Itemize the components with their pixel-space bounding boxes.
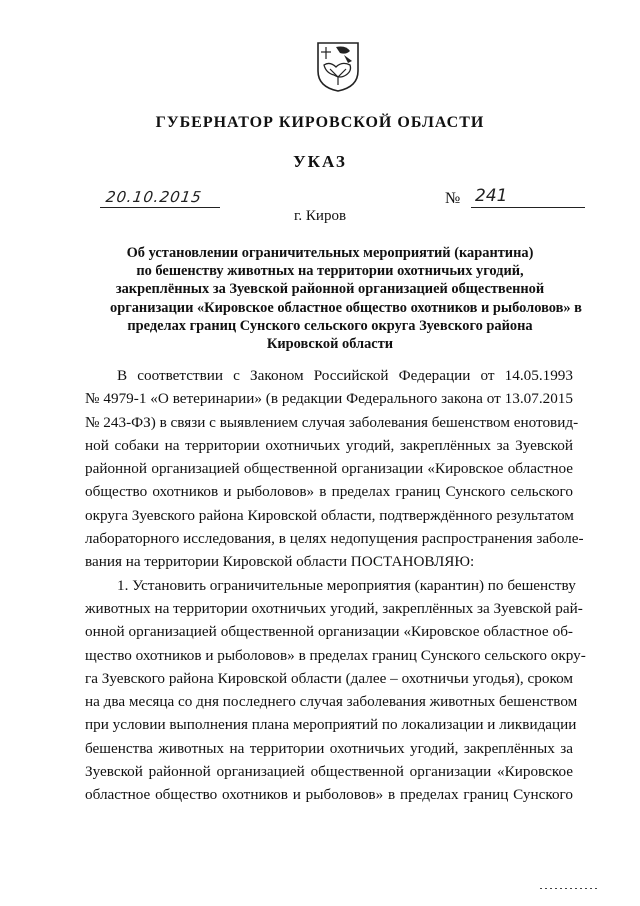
title-line: по бешенству животных на территории охотничьих угодий, <box>136 263 524 280</box>
footer-dotted-mark <box>540 888 600 894</box>
body-line: Зуевской районной организацией общественной организации «Кировское <box>85 763 573 781</box>
decree-title <box>110 244 582 353</box>
body-line: общество охотников и рыболовов» в пределах границ Сунского сельского <box>85 483 573 501</box>
body-line: № 4979-1 «О ветеринарии» (в редакции Федерального закона от 13.07.2015 <box>85 390 573 408</box>
body-line: лабораторного исследования, в целях недопущения распространения заболе- <box>85 530 584 548</box>
document-number-field <box>445 188 585 210</box>
body-line: вания на территории Кировской области ПОСТАНОВЛЯЮ: <box>85 553 475 571</box>
decree-body <box>85 364 586 807</box>
body-line: 1. Установить ограничительные мероприятия (карантин) по бешенству <box>117 576 576 594</box>
body-line: В соответствии с Законом Российской Федерации от 14.05.1993 <box>117 367 573 384</box>
document-date: 20.10.2015 <box>104 188 204 206</box>
document-number: 241 <box>475 186 508 206</box>
title-line: Кировской области <box>266 336 394 353</box>
title-line: закреплённых за Зуевской районной организацией общественной <box>115 281 545 298</box>
title-line: пределах границ Сунского сельского округа Зуевского района <box>127 317 533 334</box>
body-line: при условии выполнения плана мероприятий по локализации и ликвидации <box>85 716 577 734</box>
document-date-field <box>100 188 220 210</box>
title-line: Об установлении ограничительных мероприятий (карантина) <box>126 245 534 261</box>
document-type: УКАЗ <box>293 152 347 171</box>
issuing-authority: ГУБЕРНАТОР КИРОВСКОЙ ОБЛАСТИ <box>155 114 485 131</box>
body-line: ной собаки на территории охотничьих угодий, закреплённых за Зуевской <box>85 436 573 454</box>
body-line: № 243-ФЗ) в связи с выявлением случая заболевания бешенством енотовид- <box>85 413 579 431</box>
issue-city: г. Киров <box>293 208 347 224</box>
body-line: щество охотников и рыболовов» в пределах границ Сунского сельского окру- <box>85 646 586 664</box>
body-line: бешенства животных на территории охотничьих угодий, закреплённых за <box>85 739 573 757</box>
body-line: областное общество охотников и рыболовов» в пределах границ Сунского <box>85 786 573 804</box>
body-line: онной организацией общественной организации «Кировское областное об- <box>85 623 573 641</box>
body-line: районной организацией общественной организации «Кировское областное <box>85 460 573 478</box>
number-sign: № <box>445 190 461 207</box>
title-line: организации «Кировское областное общество охотников и рыболовов» в <box>110 299 582 316</box>
kirov-coat-of-arms-icon <box>316 41 360 93</box>
body-line: животных на территории охотничьих угодий, закреплённых за Зуевской рай- <box>85 599 583 617</box>
body-line: га Зуевского района Кировской области (далее – охотничьи угодья), сроком <box>85 669 573 687</box>
body-line: округа Зуевского района Кировской области, подтверждённого результатом <box>85 506 574 524</box>
body-line: на два месяца со дня последнего случая заболевания животных бешенством <box>85 693 578 711</box>
